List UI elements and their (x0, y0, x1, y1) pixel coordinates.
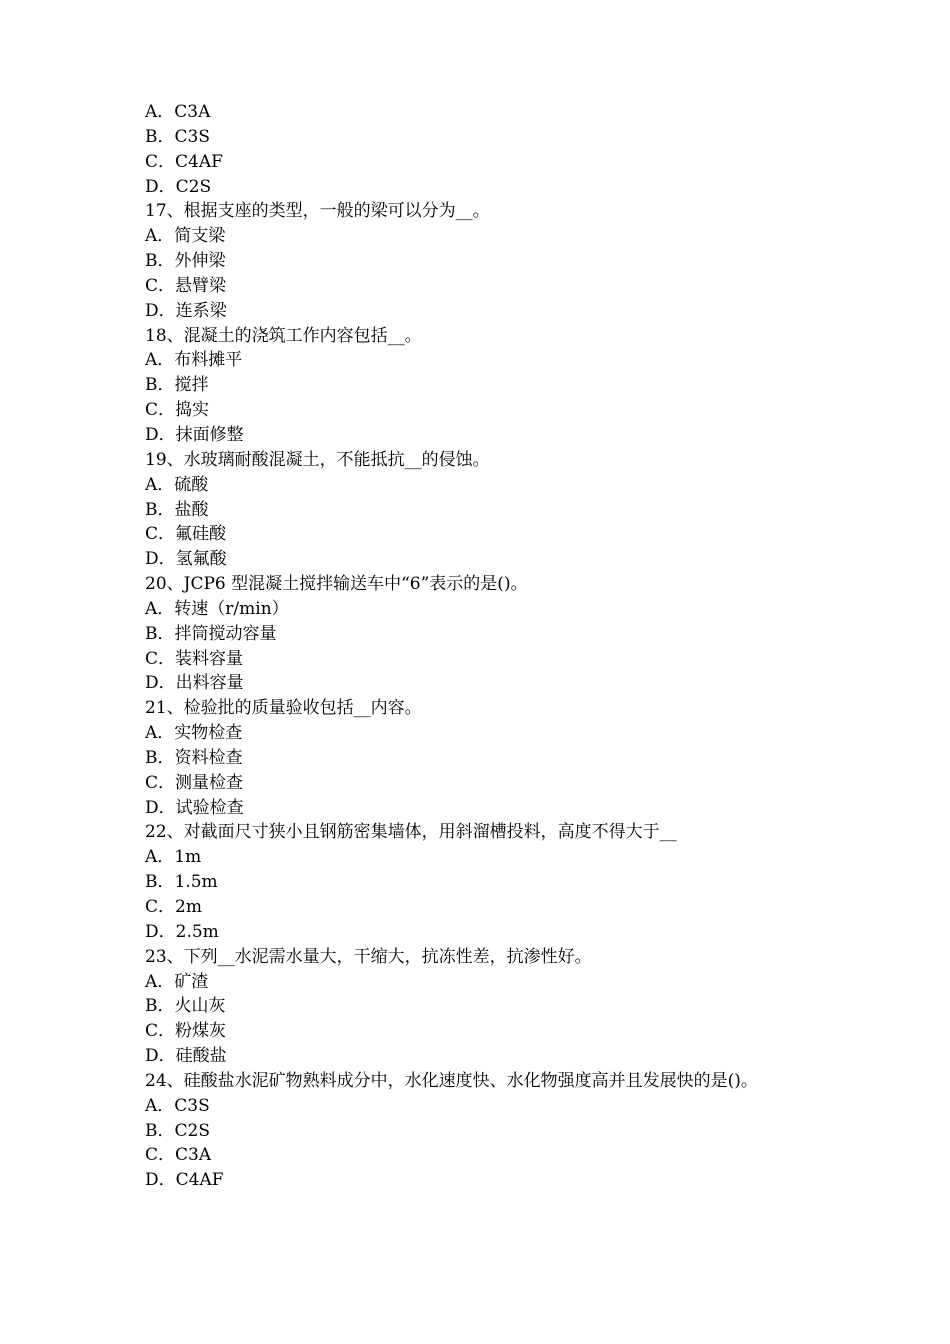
option-text: C2S (174, 1120, 210, 1141)
option-line (145, 274, 845, 299)
option-line (145, 647, 845, 672)
option-line (145, 870, 845, 895)
option-line (145, 373, 845, 398)
option-line (145, 1119, 845, 1144)
option-text: 试验检查 (175, 797, 244, 818)
option-text: 外伸梁 (174, 251, 226, 272)
option-label: D． (145, 300, 176, 321)
option-line (145, 1168, 845, 1193)
option-line (145, 1094, 845, 1119)
option-line (145, 970, 845, 995)
question-stem: 20、JCP6 型混凝土搅拌输送车中“6”表示的是()。 (145, 574, 528, 595)
option-text: 悬臂梁 (175, 275, 227, 296)
option-line (145, 175, 845, 200)
option-line (145, 746, 845, 771)
option-label: D． (145, 549, 176, 570)
option-text: 捣实 (175, 400, 210, 421)
option-label: C． (145, 524, 176, 545)
option-line (145, 994, 845, 1019)
question-stem: 17、根据支座的类型，一般的梁可以分为__。 (145, 201, 490, 222)
option-line (145, 249, 845, 274)
question-stem: 21、检验批的质量验收包括__内容。 (145, 698, 422, 719)
option-text: 氢氟酸 (175, 549, 227, 570)
option-line (145, 622, 845, 647)
option-line (145, 920, 845, 945)
option-line (145, 522, 845, 547)
option-label: C． (145, 151, 176, 172)
option-text: C3A (175, 1145, 212, 1166)
option-line (145, 150, 845, 175)
option-line (145, 1019, 845, 1044)
option-text: 矿渣 (174, 971, 209, 992)
option-label: B． (145, 126, 175, 147)
option-line (145, 1143, 845, 1168)
question-stem: 22、对截面尺寸狭小且钢筋密集墙体，用斜溜槽投料，高度不得大于__ (145, 822, 677, 843)
option-label: B． (145, 375, 175, 396)
option-label: C． (145, 1145, 176, 1166)
option-text: 装料容量 (175, 648, 244, 669)
option-label: A． (145, 1095, 175, 1116)
option-label: C． (145, 400, 176, 421)
option-text: 粉煤灰 (175, 1021, 227, 1042)
option-text: C3S (174, 126, 210, 147)
option-line (145, 473, 845, 498)
option-label: D． (145, 1046, 176, 1067)
option-text: 2.5m (175, 921, 219, 942)
question-stem: 24、硅酸盐水泥矿物熟料成分中，水化速度快、水化物强度高并且发展快的是()。 (145, 1070, 758, 1091)
option-line (145, 1044, 845, 1069)
option-text: 盐酸 (174, 499, 209, 520)
question-stem: 18、混凝土的浇筑工作内容包括__。 (145, 325, 422, 346)
option-text: 连系梁 (175, 300, 227, 321)
option-label: A． (145, 102, 175, 122)
option-label: B． (145, 872, 175, 893)
option-label: C． (145, 772, 176, 793)
option-label: B． (145, 1120, 175, 1141)
option-line (145, 423, 845, 448)
option-label: A． (145, 226, 175, 247)
option-line (145, 224, 845, 249)
option-text: 硫酸 (174, 474, 209, 495)
option-line (145, 125, 845, 150)
option-label: C． (145, 275, 176, 296)
option-label: B． (145, 251, 175, 272)
option-line (145, 299, 845, 324)
option-line (145, 796, 845, 821)
option-label: D． (145, 673, 176, 694)
document-page (145, 100, 845, 1193)
option-text: 1m (174, 847, 202, 868)
option-label: B． (145, 623, 175, 644)
option-text: 2m (175, 897, 202, 917)
option-text: 出料容量 (175, 673, 244, 694)
option-text: 简支梁 (174, 226, 226, 247)
option-text: 硅酸盐 (175, 1046, 227, 1067)
option-line (145, 597, 845, 622)
option-label: D． (145, 797, 176, 818)
option-line (145, 348, 845, 373)
option-label: A． (145, 350, 175, 371)
option-line (145, 771, 845, 796)
option-label: C． (145, 1021, 176, 1042)
option-line (145, 845, 845, 870)
option-text: C3A (174, 102, 211, 122)
option-text: 1.5m (174, 872, 218, 893)
option-label: D． (145, 424, 176, 445)
option-line (145, 895, 845, 920)
option-text: 实物检查 (174, 723, 243, 744)
option-line (145, 721, 845, 746)
option-line (145, 671, 845, 696)
option-label: C． (145, 648, 176, 669)
option-text: 资料检查 (174, 747, 243, 768)
option-text: C2S (175, 176, 212, 197)
option-text: 氟硅酸 (175, 524, 227, 545)
option-line (145, 498, 845, 523)
option-text: C3S (174, 1095, 210, 1116)
option-label: A． (145, 598, 175, 619)
option-label: A． (145, 723, 175, 744)
option-label: B． (145, 996, 175, 1017)
question-stem: 19、水玻璃耐酸混凝土，不能抵抗__的侵蚀。 (145, 449, 490, 470)
option-label: B． (145, 499, 175, 520)
option-text: 抹面修整 (175, 424, 244, 445)
question-stem: 23、下列__水泥需水量大，干缩大，抗冻性差，抗渗性好。 (145, 946, 592, 967)
option-label: A． (145, 474, 175, 495)
option-line (145, 398, 845, 423)
option-text: 火山灰 (174, 996, 226, 1017)
option-label: D． (145, 1170, 176, 1191)
option-label: A． (145, 971, 175, 992)
option-text: 测量检查 (175, 772, 244, 793)
option-label: B． (145, 747, 175, 768)
option-text: 转速（r/min） (174, 598, 289, 619)
option-label: C． (145, 897, 176, 917)
option-line (145, 547, 845, 572)
option-line (145, 100, 845, 125)
option-text: 拌筒搅动容量 (174, 623, 277, 644)
option-text: 布料摊平 (174, 350, 243, 371)
option-text: 搅拌 (174, 375, 209, 396)
option-label: A． (145, 847, 175, 868)
option-text: C4AF (175, 151, 223, 172)
option-label: D． (145, 176, 176, 197)
option-text: C4AF (175, 1170, 224, 1191)
option-label: D． (145, 921, 176, 942)
